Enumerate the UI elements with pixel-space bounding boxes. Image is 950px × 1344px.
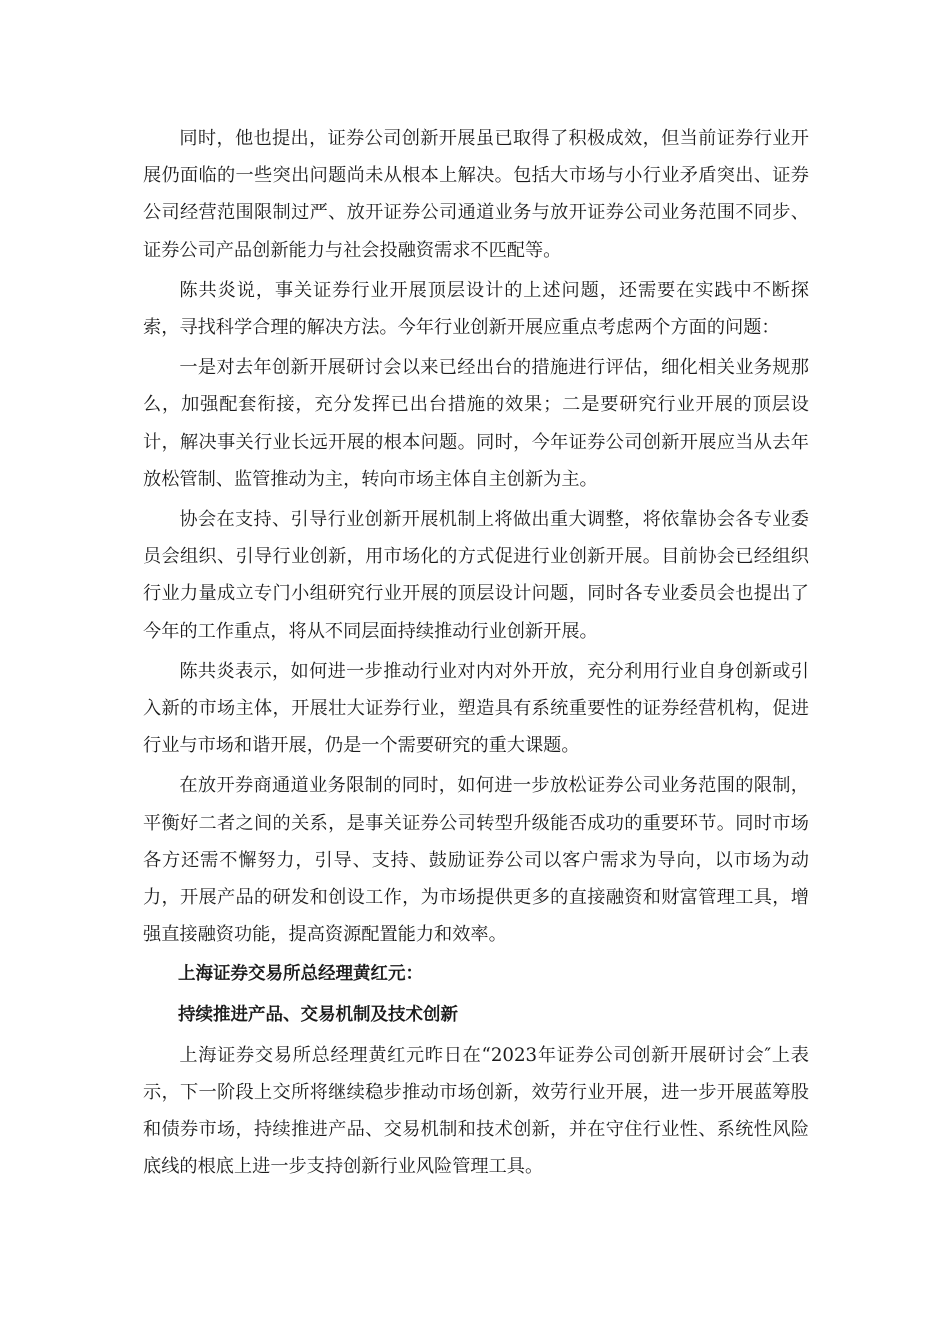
- paragraph-association-mechanism: 协会在支持、引导行业创新开展机制上将做出重大调整，将依靠协会各专业委员会组织、引导行业创新，用市场化的方式促进行业创新开展。目前协会已经组织行业力量成立专门小组研究行业开展的顶层设计问题，同时各专业委员会也提出了今年的工作重点，将从不同层面持续推动行业创新开展。: [143, 509, 809, 642]
- paragraph-business-scope: 在放开券商通道业务限制的同时，如何进一步放松证券公司业务范围的限制，平衡好二者之间的关系，是事关证券公司转型升级能否成功的重要环节。同时市场各方还需不懈努力，引导、支持、鼓励证券公司以客户需求为导向，以市场为动力，开展产品的研发和创设工作，为市场提供更多的直接融资和财富管理工具，增强直接融资功能，提高资源配置能力和效率。: [143, 775, 809, 946]
- paragraph-two-aspects: 一是对去年创新开展研讨会以来已经出台的措施进行评估，细化相关业务规那么，加强配套衔接，充分发挥已出台措施的效果；二是要研究行业开展的顶层设计，解决事关行业长远开展的根本问题。同时，今年证券公司创新开展应当从去年放松管制、监管推动为主，转向市场主体自主创新为主。: [143, 357, 809, 490]
- paragraph-chen-gongyan-remarks: 陈共炎说，事关证券行业开展顶层设计的上述问题，还需要在实践中不断探索，寻找科学合理的解决方法。今年行业创新开展应重点考虑两个方面的问题：: [143, 279, 809, 339]
- paragraph-challenges: 同时，他也提出，证券公司创新开展虽已取得了积极成效，但当前证券行业开展仍面临的一些突出问题尚未从根本上解决。包括大市场与小行业矛盾突出、证券公司经营范围限制过严、放开证券公司通道业务与放开证券公司业务范围不同步、证券公司产品创新能力与社会投融资需求不匹配等。: [143, 128, 809, 261]
- paragraph-sse-remarks: 上海证券交易所总经理黄红元昨日在“2023年证券公司创新开展研讨会″上表示，下一阶段上交所将继续稳步推动市场创新，效劳行业开展，进一步开展蓝筹股和债券市场，持续推进产品、交易机制和技术创新，并在守住行业性、系统性风险底线的根底上进一步支持创新行业风险管理工具。: [143, 1044, 809, 1178]
- paragraph-opening-up: 陈共炎表示，如何进一步推动行业对内对外开放，充分利用行业自身创新或引入新的市场主体，开展壮大证券行业，塑造具有系统重要性的证券经营机构，促进行业与市场和谐开展，仍是一个需要研究的重大课题。: [143, 660, 809, 757]
- section-heading-speaker: 上海证券交易所总经理黄红元：: [178, 964, 423, 985]
- section-heading-title: 持续推进产品、交易机制及技术创新: [178, 1004, 458, 1025]
- document-page: [143, 120, 809, 1189]
